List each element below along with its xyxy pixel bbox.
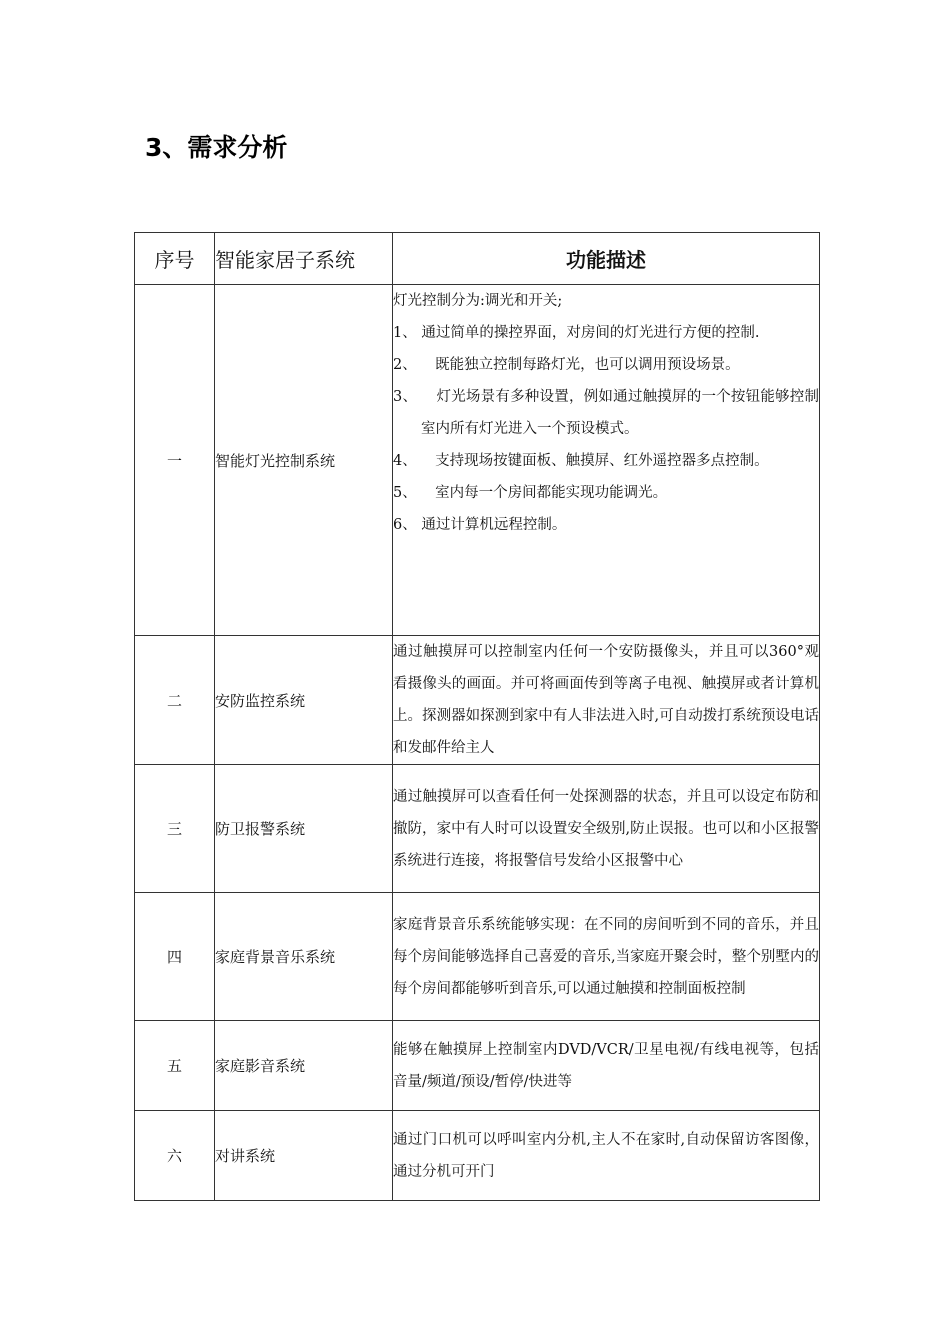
header-description: 功能描述 — [393, 233, 820, 285]
row-description: 通过触摸屏可以查看任何一处探测器的状态，并且可以设定布防和撤防，家中有人时可以设置安全级别,防止误报。也可以和小区报警系统进行连接，将报警信号发给小区报警中心 — [393, 765, 820, 893]
header-index: 序号 — [135, 233, 215, 285]
description-intro: 灯光控制分为:调光和开关; — [393, 293, 563, 309]
section-heading: 3、需求分析 — [145, 133, 288, 162]
row-index: 二 — [135, 636, 215, 765]
list-number: 2、 — [393, 357, 436, 373]
table-row — [135, 893, 820, 1021]
requirements-table — [134, 232, 820, 1201]
row-subsystem-name: 家庭背景音乐系统 — [215, 893, 393, 1021]
list-number: 3、 — [393, 389, 437, 405]
row-description — [393, 285, 820, 636]
row-subsystem-name: 智能灯光控制系统 — [215, 285, 393, 636]
header-subsystem: 智能家居子系统 — [215, 233, 393, 285]
row-description: 通过门口机可以呼叫室内分机,主人不在家时,自动保留访客图像，通过分机可开门 — [393, 1111, 820, 1201]
row-subsystem-name: 家庭影音系统 — [215, 1021, 393, 1111]
table-header-row — [135, 233, 820, 285]
table-row — [135, 765, 820, 893]
list-text: 支持现场按键面板、触摸屏、红外遥控器多点控制。 — [435, 453, 769, 469]
list-text: 通过简单的操控界面，对房间的灯光进行方便的控制. — [421, 325, 760, 341]
list-item — [393, 509, 819, 541]
row-index: 三 — [135, 765, 215, 893]
row-description: 通过触摸屏可以控制室内任何一个安防摄像头，并且可以360°观看摄像头的画面。并可将画面传到等离子电视、触摸屏或者计算机上。探测器如探测到家中有人非法进入时,可自动拨打系统预设电话和发邮件给主人 — [393, 636, 820, 765]
table-row — [135, 285, 820, 636]
table-row — [135, 636, 820, 765]
list-text: 既能独立控制每路灯光，也可以调用预设场景。 — [435, 357, 740, 373]
list-number: 4、 — [393, 453, 436, 469]
list-text: 室内每一个房间都能实现功能调光。 — [435, 485, 668, 501]
list-number: 6、 — [393, 517, 422, 533]
row-index: 五 — [135, 1021, 215, 1111]
list-text: 通过计算机远程控制。 — [421, 517, 567, 533]
row-subsystem-name: 对讲系统 — [215, 1111, 393, 1201]
list-item — [393, 317, 819, 349]
list-number: 1、 — [393, 325, 422, 341]
list-text: 灯光场景有多种设置，例如通过触摸屏的一个按钮能够控制室内所有灯光进入一个预设模式。 — [421, 389, 819, 437]
list-item — [393, 381, 819, 445]
table-row — [135, 1021, 820, 1111]
list-number: 5、 — [393, 485, 436, 501]
row-index: 四 — [135, 893, 215, 1021]
row-index: 一 — [135, 285, 215, 636]
list-item — [393, 477, 819, 509]
list-item — [393, 349, 819, 381]
row-description: 家庭背景音乐系统能够实现：在不同的房间听到不同的音乐，并且每个房间能够选择自己喜爱的音乐,当家庭开聚会时，整个别墅内的每个房间都能够听到音乐,可以通过触摸和控制面板控制 — [393, 893, 820, 1021]
row-description: 能够在触摸屏上控制室内DVD/VCR/卫星电视/有线电视等，包括音量/频道/预设/暂停/快进等 — [393, 1021, 820, 1111]
list-item — [393, 445, 819, 477]
row-index: 六 — [135, 1111, 215, 1201]
row-subsystem-name: 防卫报警系统 — [215, 765, 393, 893]
row-subsystem-name: 安防监控系统 — [215, 636, 393, 765]
table-row — [135, 1111, 820, 1201]
